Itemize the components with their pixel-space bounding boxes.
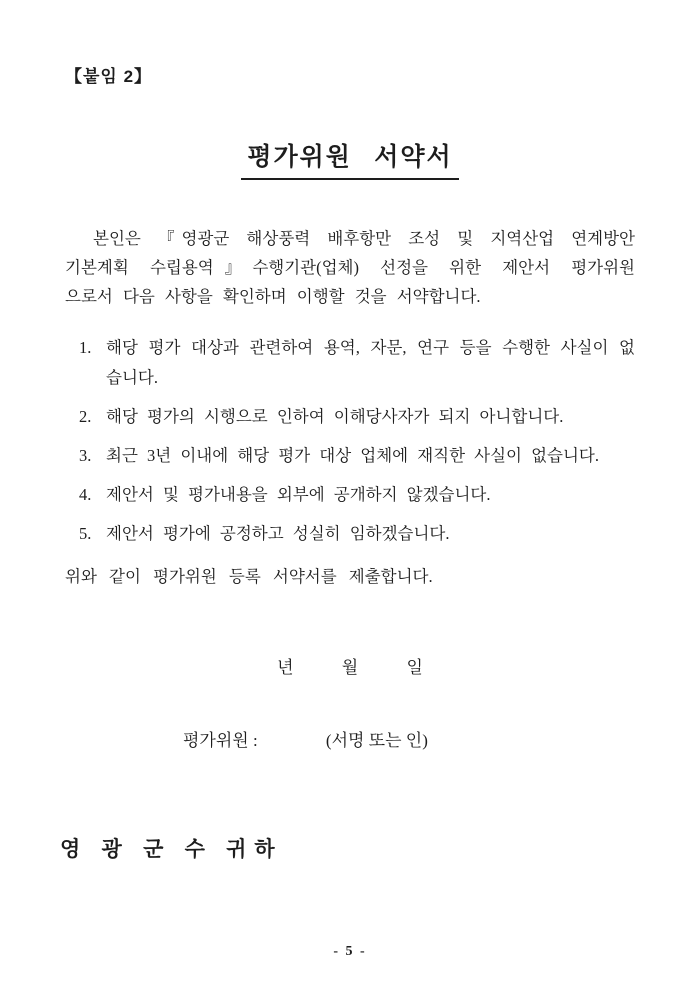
pledge-item (79, 441, 635, 471)
signature-note: (서명 또는 인) (325, 731, 428, 750)
date-day-label: 일 (406, 658, 423, 677)
pledge-list (65, 333, 635, 549)
pledge-item (79, 402, 635, 432)
attachment-label: 【붙임 2】 (65, 67, 153, 86)
date-month-label: 월 (341, 658, 359, 677)
signature-label: 평가위원 : (183, 731, 258, 750)
signature-line (65, 726, 635, 755)
pledge-item-text: 해당 평가 대상과 관련하여 용역, 자문, 연구 등을 수행한 사실이 없습니다. (106, 338, 635, 387)
intro-line: 으로서 다음 사항을 확인하며 이행할 것을 서약합니다. (65, 287, 481, 306)
pledge-item-number: 4. (79, 485, 92, 504)
page-title: 평가위원 서약서 (241, 137, 458, 180)
page-number: - 5 - (333, 944, 367, 959)
date-year-label: 년 (277, 658, 294, 677)
pledge-item-text: 해당 평가의 시행으로 인하여 이해당사자가 되지 아니합니다. (106, 407, 564, 426)
pledge-item (79, 333, 635, 393)
title-row (65, 137, 635, 180)
pledge-item (79, 519, 635, 549)
pledge-item-number: 5. (79, 524, 92, 543)
pledge-item-text: 최근 3년 이내에 해당 평가 대상 업체에 재직한 사실이 없습니다. (106, 446, 599, 465)
closing-statement: 위와 같이 평가위원 등록 서약서를 제출합니다. (65, 567, 433, 586)
pledge-item-number: 1. (79, 338, 92, 357)
pledge-item-text: 제안서 평가에 공정하고 성실히 임하겠습니다. (106, 524, 450, 543)
intro-line: 본인은 『영광군 해상풍력 배후항만 조성 및 지역산업 연계방안 (93, 229, 635, 248)
intro-line: 기본계획 수립용역』수행기관(업체) 선정을 위한 제안서 평가위원 (65, 258, 635, 277)
recipient-line: 영 광 군 수 귀하 (60, 837, 283, 861)
pledge-item (79, 480, 635, 510)
pledge-item-text: 제안서 및 평가내용을 외부에 공개하지 않겠습니다. (106, 485, 491, 504)
intro-paragraph (65, 224, 635, 311)
pledge-item-number: 3. (79, 446, 92, 465)
date-line (65, 653, 635, 682)
pledge-item-number: 2. (79, 407, 92, 426)
